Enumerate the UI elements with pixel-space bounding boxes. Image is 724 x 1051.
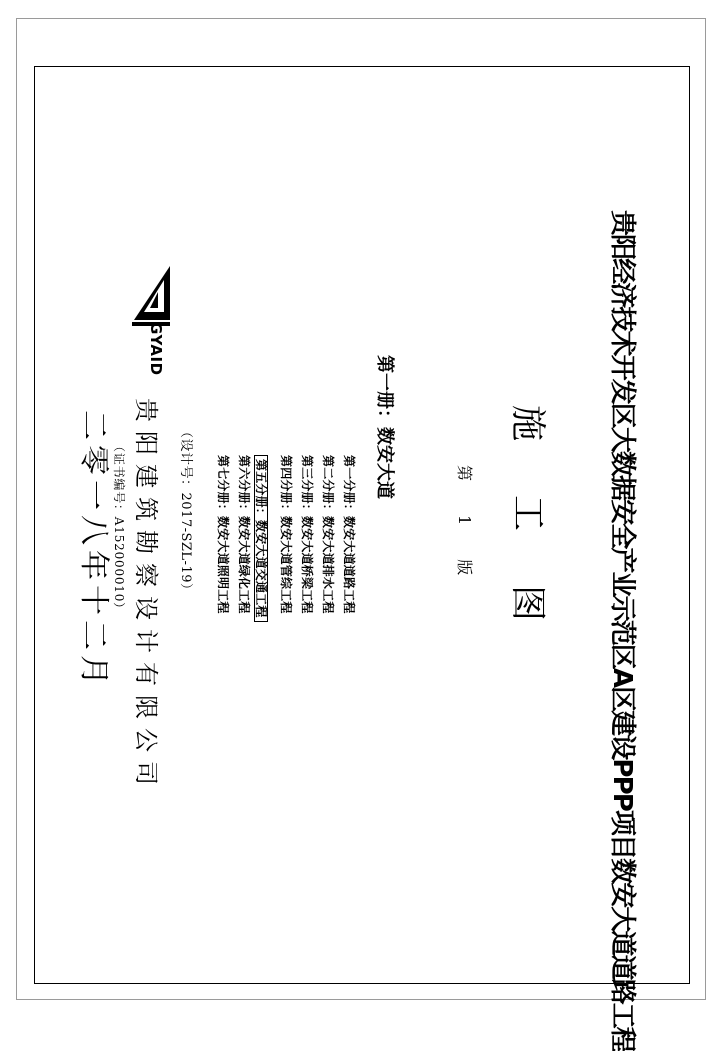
sub-volume-7: 第七分册：数安大道照明工程 — [216, 455, 230, 614]
design-number: （设计号：2017-SZL-19） — [178, 425, 193, 597]
company-name: 贵阳建筑勘察设计有限公司 — [132, 398, 160, 794]
sub-volume-4: 第四分册：数安大道管综工程 — [279, 455, 293, 614]
edition-number: 1 — [455, 515, 474, 526]
company-logo-text: GYAID — [147, 322, 165, 376]
issue-date: 二零一八年十二月 — [76, 410, 111, 690]
sub-volume-1: 第一分册：数安大道道路工程 — [342, 455, 356, 614]
edition-prefix: 第 — [455, 465, 474, 482]
edition-label — [456, 465, 472, 609]
edition-suffix: 版 — [455, 559, 474, 576]
sub-volume-5-highlighted: 第五分册：数安大道交通工程 — [254, 455, 268, 622]
doc-type-title: 施工图 — [507, 405, 548, 676]
project-title: 贵阳经济技术开发区大数据安全产业示范区A区建设PPP项目数安大道道路工程 — [607, 210, 637, 1051]
volume-title: 第一册：数安大道 — [374, 355, 395, 499]
company-certificate: （证书编号：A152000010） — [112, 440, 126, 615]
sub-volume-3: 第三分册：数安大道桥梁工程 — [300, 455, 314, 614]
sub-volume-6: 第六分册：数安大道绿化工程 — [237, 455, 251, 614]
sub-volume-2: 第二分册：数安大道排水工程 — [321, 455, 335, 614]
